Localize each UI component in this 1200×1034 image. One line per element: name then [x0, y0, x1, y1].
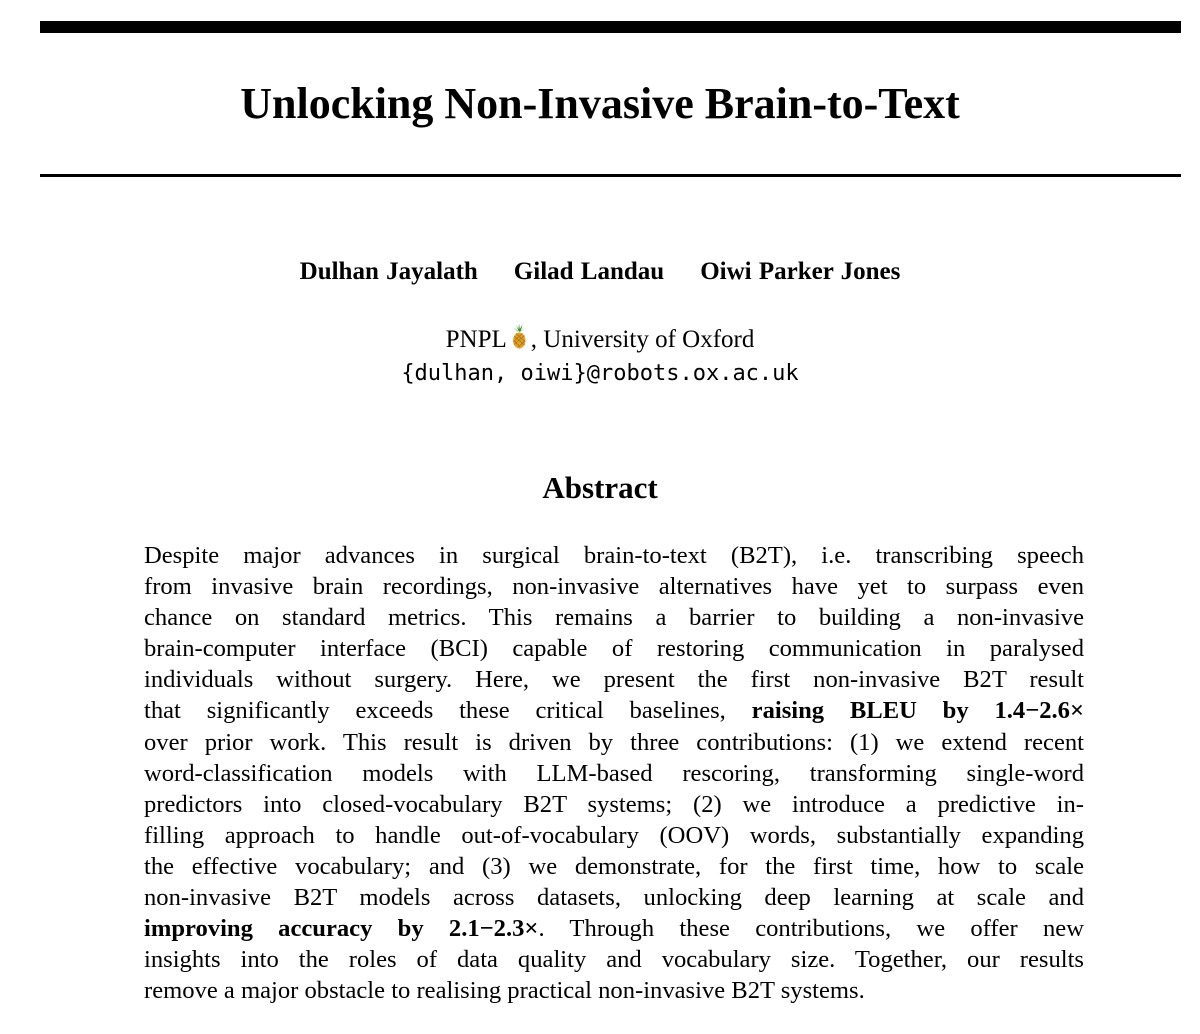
affiliation	[0, 323, 1200, 357]
abstract-line	[144, 913, 1084, 944]
top-rule	[40, 21, 1181, 33]
author-email: {dulhan, oiwi}@robots.ox.ac.uk	[401, 361, 799, 386]
abstract-text: the effective vocabulary; and (3) we demonstrate, for the first time, how to scale	[144, 852, 1084, 880]
author-name: Dulhan Jayalath	[299, 258, 478, 285]
author-name: Gilad Landau	[513, 258, 665, 285]
abstract-line	[144, 540, 1084, 571]
abstract-line	[144, 727, 1084, 758]
abstract-line	[144, 789, 1084, 820]
author-list	[0, 256, 1200, 288]
abstract-body	[144, 540, 1084, 1006]
abstract-heading: Abstract	[542, 470, 658, 505]
pineapple-icon	[508, 323, 530, 349]
abstract-emphasis: improving accuracy by 2.1−2.3×	[144, 915, 539, 943]
abstract-line	[144, 820, 1084, 851]
abstract-line	[144, 975, 1084, 1006]
abstract-line	[144, 851, 1084, 882]
abstract-text: word-classification models with LLM-based rescoring, transforming single-word	[144, 759, 1084, 787]
abstract-text: from invasive brain recordings, non-invasive alternatives have yet to surpass even	[144, 573, 1084, 601]
abstract-line	[144, 695, 1084, 726]
institution-name: , University of Oxford	[530, 326, 755, 353]
abstract-text: over prior work. This result is driven by three contributions: (1) we extend recent	[144, 728, 1084, 756]
abstract-text: individuals without surgery. Here, we present the first non-invasive B2T result	[144, 666, 1084, 694]
abstract-line	[144, 571, 1084, 602]
abstract-text: insights into the roles of data quality and vocabulary size. Together, our results	[144, 946, 1084, 974]
abstract-text: predictors into closed-vocabulary B2T systems; (2) we introduce a predictive in-	[144, 790, 1084, 818]
abstract-line	[144, 633, 1084, 664]
abstract-text: Despite major advances in surgical brain-to-text (B2T), i.e. transcribing speech	[144, 542, 1084, 569]
abstract-text: filling approach to handle out-of-vocabulary (OOV) words, substantially expanding	[144, 821, 1084, 849]
abstract-line	[144, 758, 1084, 789]
abstract-text: non-invasive B2T models across datasets, unlocking deep learning at scale and	[144, 884, 1084, 912]
author-name: Oiwi Parker Jones	[700, 258, 901, 285]
abstract-line	[144, 664, 1084, 695]
paper-title: Unlocking Non-Invasive Brain-to-Text	[240, 79, 960, 128]
abstract-text: chance on standard metrics. This remains a barrier to building a non-invasive	[144, 604, 1084, 632]
abstract-line	[144, 882, 1084, 913]
abstract-text: brain-computer interface (BCI) capable of restoring communication in paralysed	[144, 635, 1084, 663]
abstract-text: that significantly exceeds these critical baselines,	[144, 697, 752, 725]
title-rule	[40, 174, 1181, 177]
abstract-text: remove a major obstacle to realising practical non-invasive B2T systems.	[144, 977, 865, 1005]
abstract-line	[144, 602, 1084, 633]
abstract-line	[144, 944, 1084, 975]
lab-name: PNPL	[445, 326, 507, 353]
abstract-text: . Through these contributions, we offer new	[538, 915, 1084, 943]
abstract-emphasis: raising BLEU by 1.4−2.6×	[751, 697, 1084, 725]
